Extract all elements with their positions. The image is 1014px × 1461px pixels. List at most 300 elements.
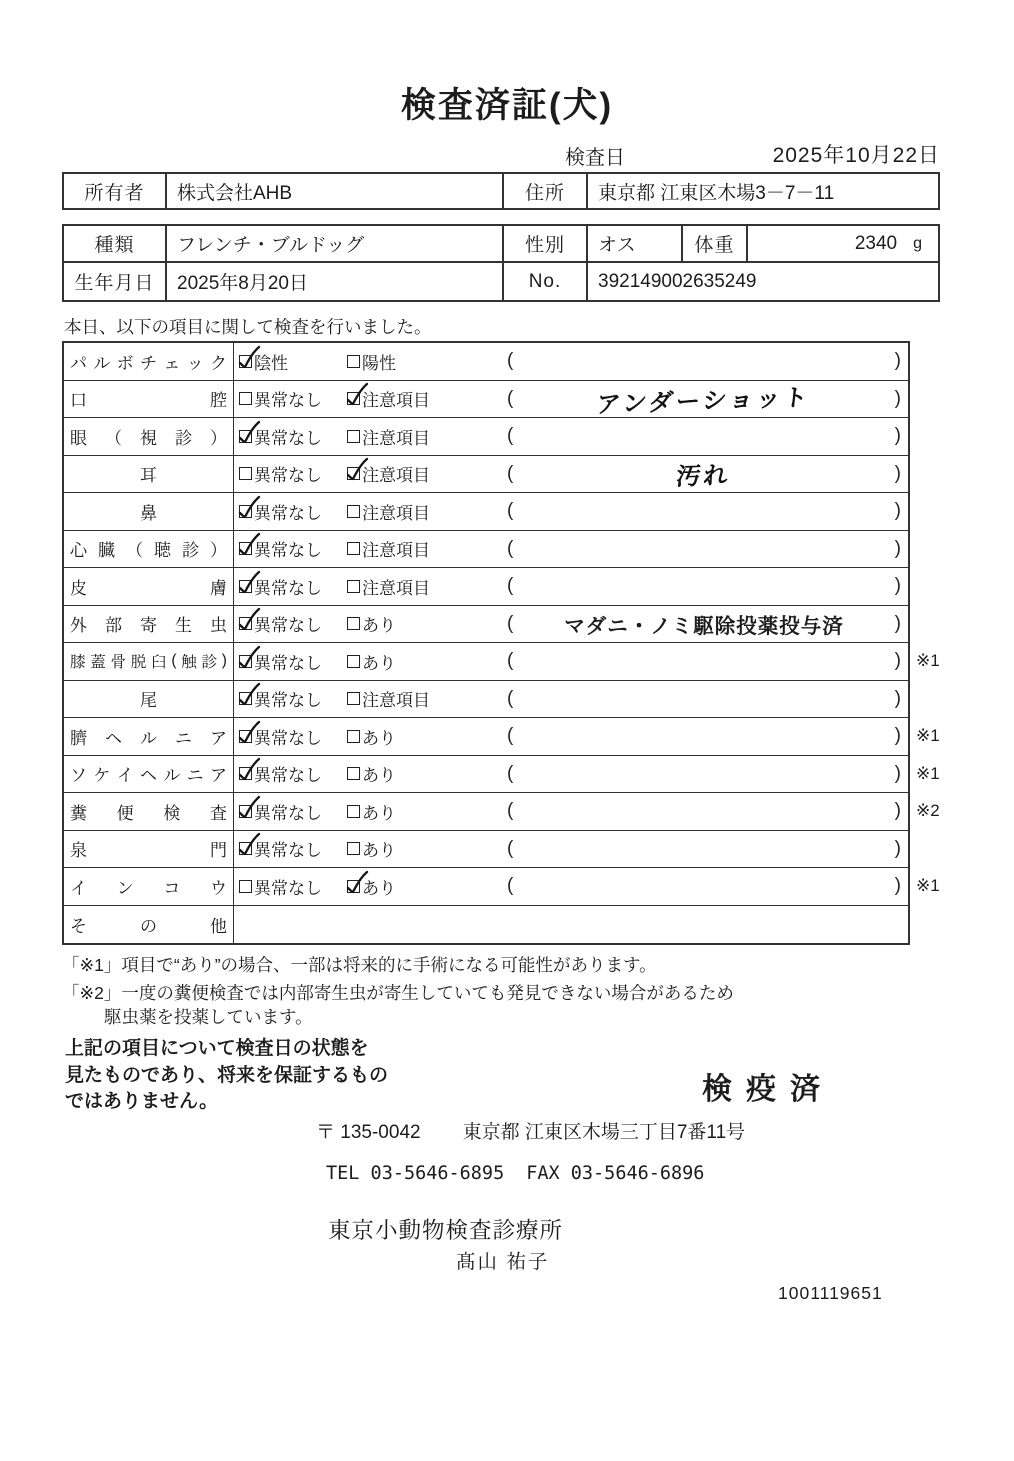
checklist-item-label-char: ア [210, 728, 227, 748]
checklist-item-label-char: ケ [93, 766, 111, 786]
checkbox-unchecked [347, 355, 360, 368]
open-paren: ( [507, 650, 514, 672]
check-mark-icon [236, 719, 262, 749]
checklist-item-label-char: パ [70, 353, 87, 373]
weight-label: 体重 [683, 226, 748, 261]
postal-code: 〒 135-0042 [316, 1122, 421, 1143]
open-paren: ( [507, 350, 514, 372]
checklist-item-label [64, 343, 234, 380]
checkbox-unchecked [347, 730, 360, 743]
checklist-item-label [64, 531, 234, 568]
check-mark-icon [236, 344, 262, 374]
checklist-item-label [64, 568, 234, 605]
checklist-item-label-char: 聴 [154, 541, 171, 561]
checklist-item-label-char: ） [210, 541, 227, 561]
breed-value: フレンチ・ブルドッグ [167, 226, 504, 261]
checklist-item-label-char: 臼 [151, 654, 167, 672]
checked-option [239, 349, 288, 374]
checklist-item-label-char: （ [105, 428, 122, 448]
checklist-row [64, 868, 940, 906]
number-value: 392149002635249 [598, 270, 757, 292]
checklist-item-label-char: 診 [182, 541, 199, 561]
checklist-item-label [64, 681, 234, 718]
checklist-row [64, 531, 908, 569]
checklist-row [64, 343, 908, 381]
inspection-date-value: 2025年10月22日 [772, 144, 940, 167]
checklist-item-label-char: 眼 [70, 428, 87, 448]
checklist-item-label [64, 793, 234, 830]
open-paren: ( [507, 612, 514, 634]
checkbox-checked [239, 430, 252, 443]
option-label: 異常なし [254, 653, 322, 673]
checkbox-checked [347, 880, 360, 893]
remarks-field [507, 718, 901, 755]
close-paren: ) [894, 837, 901, 859]
checklist-row-content [234, 643, 908, 680]
unchecked-option [347, 499, 430, 524]
footnote-marker: ※1 [916, 876, 940, 896]
option-label: 異常なし [254, 803, 322, 823]
checklist-item-label-char: 心 [70, 541, 87, 561]
checklist-item-label-char: 口 [70, 391, 87, 411]
remarks-field [507, 418, 901, 455]
checklist-row-content [234, 531, 908, 568]
remarks-field [507, 606, 901, 643]
disclaimer-line-2: 見たものであり、将来を保証するもの [65, 1064, 389, 1086]
checked-option [239, 611, 322, 636]
remarks-field [507, 643, 901, 680]
checkbox-checked [239, 655, 252, 668]
remarks-field [507, 456, 901, 493]
checkbox-unchecked [239, 467, 252, 480]
checklist-row [64, 756, 940, 794]
checklist-row [64, 381, 908, 419]
checkbox-checked [347, 467, 360, 480]
checklist-row-content [234, 568, 908, 605]
checklist-row-content [234, 681, 908, 718]
option-label: あり [362, 803, 396, 823]
unchecked-option [347, 349, 396, 374]
footnote-marker: ※1 [916, 726, 940, 746]
check-mark-icon [236, 644, 262, 674]
sex-label: 性別 [504, 226, 588, 261]
clinic-tel: TEL 03-5646-6895 [326, 1163, 505, 1184]
open-paren: ( [507, 725, 514, 747]
owner-label: 所有者 [64, 174, 167, 208]
address-value: 東京都 江東区木場3－7－11 [598, 182, 835, 204]
checklist-item-label [64, 831, 234, 868]
checked-option [239, 499, 322, 524]
unchecked-option [347, 574, 430, 599]
checklist-item-label-char: ボ [116, 353, 134, 373]
option-label: 異常なし [254, 691, 322, 711]
open-paren: ( [507, 500, 514, 522]
checklist-item-label-char: そ [70, 916, 87, 936]
checked-option [239, 574, 322, 599]
close-paren: ) [894, 687, 901, 709]
close-paren: ) [894, 612, 901, 634]
disclaimer-text [65, 1036, 388, 1116]
checklist-row [64, 493, 908, 531]
option-label: 異常なし [254, 878, 322, 898]
remarks-field [507, 793, 901, 830]
footnote-1: 「※1」項目で“あり”の場合、一部は将来的に手術になる可能性があります。 [62, 955, 657, 975]
close-paren: ) [894, 725, 901, 747]
checkbox-checked [239, 842, 252, 855]
checkbox-checked [347, 392, 360, 405]
checkbox-checked [239, 767, 252, 780]
footnote-2: 「※2」一度の糞便検査では内部寄生虫が寄生していても発見できない場合があるため [62, 983, 734, 1003]
intro-text: 本日、以下の項目に関して検査を行いました。 [64, 317, 432, 337]
serial-number: 1001119651 [778, 1283, 883, 1303]
unchecked-option [347, 761, 396, 786]
checklist-item-label-char: 触 [181, 654, 197, 672]
checklist-item-label-char: 便 [116, 803, 134, 823]
checklist-row-content [234, 831, 908, 868]
checklist-item-label-char: 検 [163, 803, 181, 823]
option-label: あり [362, 766, 396, 786]
checklist-row [64, 606, 908, 644]
check-mark-icon [236, 531, 262, 561]
checkbox-checked [239, 355, 252, 368]
checklist-item-label-char: 脱 [130, 654, 147, 672]
checklist-item-label-char: 他 [210, 916, 227, 936]
checklist-item-label [64, 906, 234, 944]
unchecked-option [239, 874, 322, 899]
close-paren: ) [894, 762, 901, 784]
checkbox-unchecked [347, 805, 360, 818]
remarks-field [507, 831, 901, 868]
checked-option [347, 874, 396, 899]
checklist-item-label-char: 診 [175, 428, 192, 448]
option-label: あり [362, 728, 396, 748]
open-paren: ( [507, 462, 514, 484]
disclaimer-line-3: ではありません。 [65, 1091, 219, 1112]
open-paren: ( [507, 762, 514, 784]
checklist-row [64, 681, 908, 719]
open-paren: ( [507, 837, 514, 859]
checkbox-checked [239, 580, 252, 593]
checklist-item-label-char: 生 [175, 616, 192, 636]
close-paren: ) [894, 800, 901, 822]
option-label: 注意項目 [362, 391, 430, 411]
option-label: 異常なし [254, 616, 322, 636]
option-label: 注意項目 [362, 428, 430, 448]
remarks-field [507, 381, 901, 418]
owner-value: 株式会社AHB [167, 174, 504, 208]
option-label: 異常なし [254, 428, 322, 448]
open-paren: ( [507, 387, 514, 409]
unchecked-option [347, 799, 396, 824]
checklist-item-label-char: 部 [105, 616, 122, 636]
checklist-item-label-char: ッ [186, 353, 204, 373]
checklist-item-label-char: ウ [209, 878, 227, 898]
checked-option [347, 461, 430, 486]
close-paren: ) [894, 575, 901, 597]
checklist-row-content [234, 493, 908, 530]
checklist-row-content [234, 756, 908, 793]
checklist-item-label [64, 456, 234, 493]
checkbox-unchecked [347, 430, 360, 443]
footnote-2-continued: 駆虫薬を投薬しています。 [104, 1007, 313, 1027]
checklist-item-label-char: 視 [140, 428, 157, 448]
checked-option [239, 799, 322, 824]
checklist-row [64, 568, 908, 606]
clinic-postal-address [316, 1117, 745, 1144]
option-label: 異常なし [254, 578, 322, 598]
checklist-item-label-char: 皮 [70, 578, 87, 598]
remarks-field [507, 681, 901, 718]
checklist-row-content [234, 456, 908, 493]
handwritten-remark: 汚れ [675, 462, 733, 492]
unchecked-option [347, 536, 430, 561]
option-label: あり [362, 616, 396, 636]
checklist-item-label-char: イ [70, 878, 87, 898]
checklist-item-label [64, 868, 234, 905]
checklist-item-label [64, 606, 234, 643]
checklist-item-label-char: ) [221, 652, 227, 670]
option-label: あり [362, 841, 396, 861]
check-mark-icon [236, 831, 262, 861]
option-label: 注意項目 [362, 578, 430, 598]
checklist-item-label-char: ェ [163, 353, 181, 373]
close-paren: ) [894, 537, 901, 559]
checklist-item-label-char: 腔 [210, 391, 227, 411]
option-label: 異常なし [254, 728, 322, 748]
unchecked-option [347, 836, 396, 861]
checkbox-unchecked [347, 617, 360, 630]
option-label: 陰性 [254, 353, 288, 373]
checklist-row [64, 456, 908, 494]
clinic-fax: FAX 03-5646-6896 [526, 1163, 705, 1184]
checklist-item-label-char: ン [116, 878, 134, 898]
unchecked-option [347, 424, 430, 449]
checklist-item-label-char: 臍 [70, 728, 87, 748]
checklist-item-label-char: ル [93, 353, 111, 373]
checkbox-checked [239, 505, 252, 518]
checklist-item-label-char: ヘ [105, 728, 122, 748]
checklist-item-label-char: チ [139, 353, 157, 373]
checked-option [239, 724, 322, 749]
checklist-row-content [234, 343, 908, 380]
checklist-item-label-char: 鼻 [140, 503, 157, 523]
footnote-marker: ※2 [916, 801, 940, 821]
checklist-row [64, 418, 908, 456]
handwritten-remark: アンダーショット [595, 384, 813, 419]
check-mark-icon [344, 869, 370, 899]
unchecked-option [239, 461, 322, 486]
checklist-row [64, 793, 940, 831]
remarks-field [507, 868, 901, 905]
sex-value: オス [588, 226, 683, 261]
checklist-item-label-char: 骨 [110, 654, 127, 672]
option-label: 異常なし [254, 766, 322, 786]
checklist-item-label-char: 診 [201, 654, 218, 672]
unchecked-option [347, 686, 430, 711]
checkbox-unchecked [239, 392, 252, 405]
checkbox-unchecked [347, 842, 360, 855]
option-label: 陽性 [362, 353, 396, 373]
breed-label: 種類 [64, 226, 167, 261]
checklist-item-label-char: 門 [210, 841, 227, 861]
option-label: 異常なし [254, 541, 322, 561]
close-paren: ) [894, 875, 901, 897]
checklist-item-label-char: 外 [70, 616, 87, 636]
checklist-item-label-char: の [140, 916, 157, 936]
close-paren: ) [894, 500, 901, 522]
clinic-name: 東京小動物検査診療所 [328, 1218, 564, 1243]
checklist-item-label-char: 蓋 [90, 654, 106, 672]
check-mark-icon [236, 756, 262, 786]
remarks-field [507, 531, 901, 568]
checklist-item-label-char: 尾 [140, 691, 157, 711]
inspection-date-label: 検査日 [565, 147, 625, 169]
checkbox-unchecked [347, 655, 360, 668]
checked-option [239, 686, 322, 711]
checklist-item-label [64, 643, 234, 680]
checklist-item-label-char: ア [209, 766, 227, 786]
check-mark-icon [236, 794, 262, 824]
checklist-item-label-char: 寄 [140, 616, 157, 636]
close-paren: ) [894, 462, 901, 484]
birthdate-value: 2025年8月20日 [167, 263, 504, 300]
checklist-row [64, 906, 908, 944]
checklist-item-label-char: ソ [70, 766, 87, 786]
checked-option [239, 836, 322, 861]
checklist-item-label-char: イ [116, 766, 134, 786]
checklist-row-content [234, 718, 908, 755]
remarks-field [507, 756, 901, 793]
checkbox-unchecked [347, 692, 360, 705]
checkbox-unchecked [347, 542, 360, 555]
footnote-marker: ※1 [916, 763, 940, 783]
checked-option [239, 761, 322, 786]
quarantine-passed-stamp: 検疫済 [702, 1073, 834, 1106]
checked-option [239, 649, 322, 674]
checkbox-checked [239, 617, 252, 630]
examination-checklist-table [62, 341, 940, 945]
number-label: No. [504, 263, 588, 300]
checked-option [239, 536, 322, 561]
checklist-row-content [234, 868, 908, 905]
checklist-item-label [64, 418, 234, 455]
checklist-item-label-char: ） [210, 428, 227, 448]
option-label: 注意項目 [362, 503, 430, 523]
unchecked-option [239, 386, 322, 411]
checklist-row [64, 643, 940, 681]
check-mark-icon [344, 381, 370, 411]
unchecked-option [347, 724, 396, 749]
checklist-item-label-char: コ [163, 878, 181, 898]
option-label: 注意項目 [362, 691, 430, 711]
checklist-item-label-char: 虫 [210, 616, 227, 636]
close-paren: ) [894, 350, 901, 372]
checklist-row [64, 718, 940, 756]
checklist-row-content [234, 606, 908, 643]
open-paren: ( [507, 875, 514, 897]
weight-value [748, 226, 938, 261]
checkbox-checked [239, 542, 252, 555]
checklist-item-label-char: ル [163, 766, 181, 786]
checklist-item-label-char: ニ [186, 766, 204, 786]
checklist-item-label-char: 査 [209, 803, 227, 823]
open-paren: ( [507, 537, 514, 559]
footnote-marker: ※1 [916, 651, 940, 671]
checklist-item-label-char: 臓 [98, 541, 115, 561]
unchecked-option [347, 611, 396, 636]
remarks-field [507, 493, 901, 530]
option-label: 注意項目 [362, 466, 430, 486]
checklist-row-content [234, 381, 908, 418]
option-label: 異常なし [254, 466, 322, 486]
option-label: 異常なし [254, 503, 322, 523]
examiner-name: 髙山 祐子 [456, 1251, 550, 1273]
checklist-row-content [234, 418, 908, 455]
checked-option [347, 386, 430, 411]
close-paren: ) [894, 425, 901, 447]
close-paren: ) [894, 650, 901, 672]
weight-number: 2340 [854, 232, 898, 254]
open-paren: ( [507, 687, 514, 709]
check-mark-icon [236, 681, 262, 711]
checked-option [239, 424, 322, 449]
option-label: あり [362, 653, 396, 673]
open-paren: ( [507, 800, 514, 822]
dog-info-table [62, 224, 940, 302]
checkbox-checked [239, 730, 252, 743]
weight-unit: g [913, 234, 922, 252]
clinic-tel-fax [326, 1163, 704, 1184]
checklist-item-label-char: 泉 [70, 841, 87, 861]
page-title: 検査済証(犬) [400, 86, 614, 125]
checkbox-checked [239, 805, 252, 818]
birthdate-label: 生年月日 [64, 263, 167, 300]
checklist-item-label [64, 493, 234, 530]
checklist-row-content [234, 793, 908, 830]
check-mark-icon [344, 456, 370, 486]
owner-table [62, 172, 940, 210]
checklist-item-label [64, 381, 234, 418]
checklist-row-content [234, 906, 908, 944]
checklist-item-label-char: 膚 [210, 578, 227, 598]
option-label: 異常なし [254, 391, 322, 411]
remarks-field [507, 568, 901, 605]
checklist-row [64, 831, 908, 869]
option-label: あり [362, 878, 396, 898]
checklist-item-label-char: 耳 [140, 466, 157, 486]
open-paren: ( [507, 425, 514, 447]
open-paren: ( [507, 575, 514, 597]
address-label: 住所 [504, 174, 588, 208]
checklist-item-label-char: ( [171, 652, 177, 670]
checkbox-unchecked [347, 505, 360, 518]
checklist-item-label-char: ニ [175, 728, 192, 748]
close-paren: ) [894, 387, 901, 409]
remark-text: マダニ・ノミ駆除投薬投与済 [564, 614, 844, 638]
check-mark-icon [236, 494, 262, 524]
checkbox-unchecked [347, 580, 360, 593]
unchecked-option [347, 649, 396, 674]
check-mark-icon [236, 606, 262, 636]
check-mark-icon [236, 419, 262, 449]
clinic-street-address: 東京都 江東区木場三丁目7番11号 [462, 1122, 746, 1143]
checklist-item-label-char: 膝 [70, 654, 86, 672]
disclaimer-line-1: 上記の項目について検査日の状態を [65, 1038, 369, 1059]
checklist-item-label [64, 756, 234, 793]
dog-info-row-2 [64, 263, 938, 300]
checklist-item-label-char: （ [126, 541, 143, 561]
check-mark-icon [236, 569, 262, 599]
